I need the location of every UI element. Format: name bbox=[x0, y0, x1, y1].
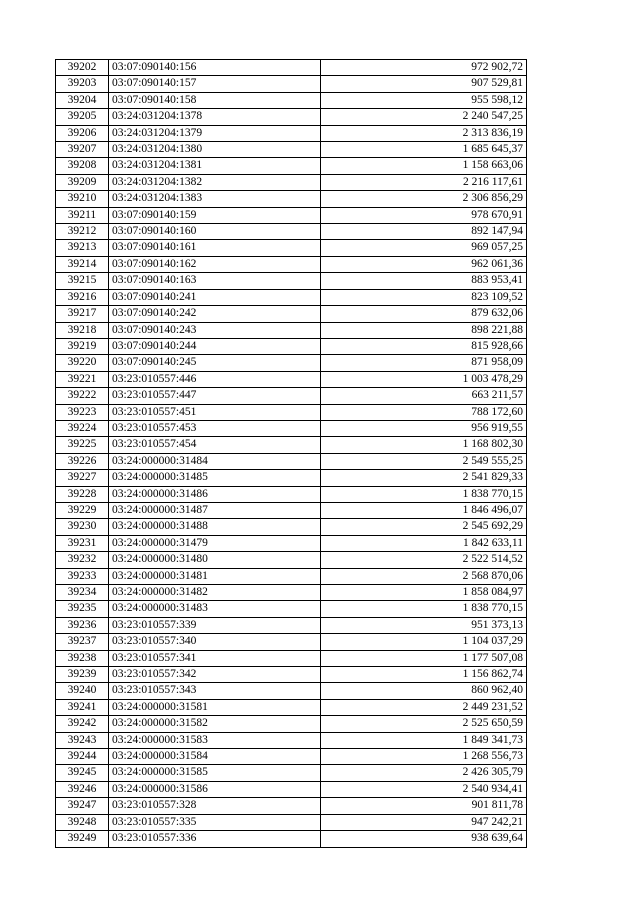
cadastral-number-cell: 03:23:010557:454 bbox=[109, 437, 321, 453]
cadastral-value-cell: 951 373,13 bbox=[321, 617, 527, 633]
cadastral-number-cell: 03:24:000000:31479 bbox=[109, 535, 321, 551]
cadastral-value-cell: 2 522 514,52 bbox=[321, 552, 527, 568]
table-row bbox=[56, 224, 527, 240]
cadastral-value-cell: 972 902,72 bbox=[321, 60, 527, 76]
cadastral-number-cell: 03:07:090140:242 bbox=[109, 306, 321, 322]
cadastral-value-cell: 1 842 633,11 bbox=[321, 535, 527, 551]
cadastral-value-cell: 901 811,78 bbox=[321, 798, 527, 814]
cadastral-number-cell: 03:24:000000:31581 bbox=[109, 699, 321, 715]
cadastral-number-cell: 03:24:031204:1379 bbox=[109, 125, 321, 141]
table-row bbox=[56, 142, 527, 158]
cadastral-number-cell: 03:24:000000:31482 bbox=[109, 585, 321, 601]
row-number-cell: 39209 bbox=[56, 174, 109, 190]
cadastral-value-cell: 1 846 496,07 bbox=[321, 502, 527, 518]
row-number-cell: 39213 bbox=[56, 240, 109, 256]
cadastral-number-cell: 03:23:010557:446 bbox=[109, 371, 321, 387]
cadastral-value-cell: 815 928,66 bbox=[321, 338, 527, 354]
cadastral-value-cell: 2 313 836,19 bbox=[321, 125, 527, 141]
cadastral-value-cell: 955 598,12 bbox=[321, 92, 527, 108]
table-row bbox=[56, 617, 527, 633]
table-row bbox=[56, 240, 527, 256]
row-number-cell: 39216 bbox=[56, 289, 109, 305]
cadastral-number-cell: 03:23:010557:343 bbox=[109, 683, 321, 699]
table-row bbox=[56, 404, 527, 420]
cadastral-value-cell: 2 541 829,33 bbox=[321, 470, 527, 486]
cadastral-value-cell: 947 242,21 bbox=[321, 814, 527, 830]
row-number-cell: 39234 bbox=[56, 585, 109, 601]
row-number-cell: 39217 bbox=[56, 306, 109, 322]
table-row bbox=[56, 322, 527, 338]
cadastral-number-cell: 03:24:000000:31582 bbox=[109, 716, 321, 732]
cadastral-number-cell: 03:07:090140:162 bbox=[109, 256, 321, 272]
cadastral-value-cell: 1 268 556,73 bbox=[321, 749, 527, 765]
cadastral-number-cell: 03:07:090140:157 bbox=[109, 76, 321, 92]
cadastral-value-cell: 788 172,60 bbox=[321, 404, 527, 420]
cadastral-value-cell: 1 156 862,74 bbox=[321, 667, 527, 683]
row-number-cell: 39211 bbox=[56, 207, 109, 223]
row-number-cell: 39204 bbox=[56, 92, 109, 108]
cadastral-value-cell: 898 221,88 bbox=[321, 322, 527, 338]
row-number-cell: 39238 bbox=[56, 650, 109, 666]
cadastral-value-cell: 2 540 934,41 bbox=[321, 781, 527, 797]
table-row bbox=[56, 207, 527, 223]
cadastral-number-cell: 03:24:031204:1382 bbox=[109, 174, 321, 190]
table-row bbox=[56, 519, 527, 535]
row-number-cell: 39233 bbox=[56, 568, 109, 584]
row-number-cell: 39205 bbox=[56, 109, 109, 125]
cadastral-number-cell: 03:07:090140:163 bbox=[109, 273, 321, 289]
row-number-cell: 39221 bbox=[56, 371, 109, 387]
table-row bbox=[56, 585, 527, 601]
table-row bbox=[56, 92, 527, 108]
cadastral-value-cell: 1 158 663,06 bbox=[321, 158, 527, 174]
row-number-cell: 39242 bbox=[56, 716, 109, 732]
row-number-cell: 39210 bbox=[56, 191, 109, 207]
cadastral-value-cell: 860 962,40 bbox=[321, 683, 527, 699]
table-row bbox=[56, 486, 527, 502]
row-number-cell: 39230 bbox=[56, 519, 109, 535]
row-number-cell: 39218 bbox=[56, 322, 109, 338]
cadastral-number-cell: 03:24:000000:31483 bbox=[109, 601, 321, 617]
table-row bbox=[56, 306, 527, 322]
table-row bbox=[56, 60, 527, 76]
cadastral-value-cell: 2 426 305,79 bbox=[321, 765, 527, 781]
row-number-cell: 39215 bbox=[56, 273, 109, 289]
row-number-cell: 39241 bbox=[56, 699, 109, 715]
row-number-cell: 39236 bbox=[56, 617, 109, 633]
cadastral-number-cell: 03:07:090140:243 bbox=[109, 322, 321, 338]
table-row bbox=[56, 109, 527, 125]
row-number-cell: 39232 bbox=[56, 552, 109, 568]
row-number-cell: 39225 bbox=[56, 437, 109, 453]
table-row bbox=[56, 667, 527, 683]
table-row bbox=[56, 453, 527, 469]
cadastral-number-cell: 03:23:010557:336 bbox=[109, 831, 321, 847]
cadastral-number-cell: 03:24:000000:31585 bbox=[109, 765, 321, 781]
row-number-cell: 39248 bbox=[56, 814, 109, 830]
table-row bbox=[56, 798, 527, 814]
cadastral-value-cell: 1 003 478,29 bbox=[321, 371, 527, 387]
row-number-cell: 39207 bbox=[56, 142, 109, 158]
table-row bbox=[56, 502, 527, 518]
cadastral-value-table bbox=[55, 59, 527, 848]
cadastral-value-cell: 2 306 856,29 bbox=[321, 191, 527, 207]
table-row bbox=[56, 831, 527, 847]
row-number-cell: 39202 bbox=[56, 60, 109, 76]
row-number-cell: 39219 bbox=[56, 338, 109, 354]
row-number-cell: 39220 bbox=[56, 355, 109, 371]
table-row bbox=[56, 535, 527, 551]
cadastral-value-cell: 663 211,57 bbox=[321, 388, 527, 404]
row-number-cell: 39247 bbox=[56, 798, 109, 814]
cadastral-number-cell: 03:24:031204:1381 bbox=[109, 158, 321, 174]
row-number-cell: 39246 bbox=[56, 781, 109, 797]
cadastral-value-cell: 883 953,41 bbox=[321, 273, 527, 289]
cadastral-value-cell: 1 104 037,29 bbox=[321, 634, 527, 650]
cadastral-number-cell: 03:24:031204:1378 bbox=[109, 109, 321, 125]
cadastral-number-cell: 03:24:000000:31583 bbox=[109, 732, 321, 748]
row-number-cell: 39249 bbox=[56, 831, 109, 847]
cadastral-number-cell: 03:23:010557:339 bbox=[109, 617, 321, 633]
cadastral-number-cell: 03:24:000000:31488 bbox=[109, 519, 321, 535]
cadastral-number-cell: 03:23:010557:335 bbox=[109, 814, 321, 830]
cadastral-number-cell: 03:24:000000:31584 bbox=[109, 749, 321, 765]
row-number-cell: 39222 bbox=[56, 388, 109, 404]
row-number-cell: 39245 bbox=[56, 765, 109, 781]
cadastral-value-cell: 2 449 231,52 bbox=[321, 699, 527, 715]
row-number-cell: 39227 bbox=[56, 470, 109, 486]
cadastral-number-cell: 03:24:031204:1380 bbox=[109, 142, 321, 158]
table-row bbox=[56, 174, 527, 190]
table-row bbox=[56, 650, 527, 666]
cadastral-value-cell: 879 632,06 bbox=[321, 306, 527, 322]
row-number-cell: 39240 bbox=[56, 683, 109, 699]
row-number-cell: 39223 bbox=[56, 404, 109, 420]
row-number-cell: 39244 bbox=[56, 749, 109, 765]
cadastral-value-cell: 2 545 692,29 bbox=[321, 519, 527, 535]
row-number-cell: 39206 bbox=[56, 125, 109, 141]
table-row bbox=[56, 814, 527, 830]
cadastral-value-cell: 2 568 870,06 bbox=[321, 568, 527, 584]
cadastral-value-cell: 871 958,09 bbox=[321, 355, 527, 371]
cadastral-number-cell: 03:07:090140:161 bbox=[109, 240, 321, 256]
table-row bbox=[56, 749, 527, 765]
table-row bbox=[56, 420, 527, 436]
cadastral-value-cell: 1 168 802,30 bbox=[321, 437, 527, 453]
table-row bbox=[56, 125, 527, 141]
table-row bbox=[56, 634, 527, 650]
table-row bbox=[56, 683, 527, 699]
row-number-cell: 39228 bbox=[56, 486, 109, 502]
cadastral-number-cell: 03:24:000000:31485 bbox=[109, 470, 321, 486]
row-number-cell: 39203 bbox=[56, 76, 109, 92]
table-row bbox=[56, 699, 527, 715]
cadastral-value-cell: 1 685 645,37 bbox=[321, 142, 527, 158]
table-row bbox=[56, 338, 527, 354]
table-row bbox=[56, 437, 527, 453]
table-row bbox=[56, 76, 527, 92]
cadastral-number-cell: 03:23:010557:453 bbox=[109, 420, 321, 436]
cadastral-value-cell: 2 240 547,25 bbox=[321, 109, 527, 125]
table-body bbox=[56, 60, 527, 848]
table-row bbox=[56, 568, 527, 584]
table-row bbox=[56, 470, 527, 486]
table-row bbox=[56, 371, 527, 387]
row-number-cell: 39212 bbox=[56, 224, 109, 240]
cadastral-value-cell: 907 529,81 bbox=[321, 76, 527, 92]
cadastral-number-cell: 03:07:090140:245 bbox=[109, 355, 321, 371]
cadastral-number-cell: 03:07:090140:160 bbox=[109, 224, 321, 240]
table-row bbox=[56, 388, 527, 404]
row-number-cell: 39226 bbox=[56, 453, 109, 469]
table-row bbox=[56, 289, 527, 305]
cadastral-number-cell: 03:23:010557:342 bbox=[109, 667, 321, 683]
table-row bbox=[56, 552, 527, 568]
cadastral-number-cell: 03:23:010557:340 bbox=[109, 634, 321, 650]
table-row bbox=[56, 732, 527, 748]
row-number-cell: 39237 bbox=[56, 634, 109, 650]
cadastral-number-cell: 03:23:010557:328 bbox=[109, 798, 321, 814]
table-row bbox=[56, 601, 527, 617]
row-number-cell: 39208 bbox=[56, 158, 109, 174]
table-row bbox=[56, 765, 527, 781]
cadastral-value-cell: 1 177 507,08 bbox=[321, 650, 527, 666]
table-row bbox=[56, 256, 527, 272]
row-number-cell: 39239 bbox=[56, 667, 109, 683]
cadastral-value-cell: 823 109,52 bbox=[321, 289, 527, 305]
cadastral-number-cell: 03:07:090140:156 bbox=[109, 60, 321, 76]
row-number-cell: 39231 bbox=[56, 535, 109, 551]
cadastral-number-cell: 03:07:090140:159 bbox=[109, 207, 321, 223]
cadastral-value-cell: 1 858 084,97 bbox=[321, 585, 527, 601]
cadastral-number-cell: 03:23:010557:341 bbox=[109, 650, 321, 666]
cadastral-number-cell: 03:24:000000:31481 bbox=[109, 568, 321, 584]
cadastral-value-cell: 892 147,94 bbox=[321, 224, 527, 240]
cadastral-number-cell: 03:07:090140:244 bbox=[109, 338, 321, 354]
table-row bbox=[56, 158, 527, 174]
table-row bbox=[56, 273, 527, 289]
cadastral-number-cell: 03:24:000000:31486 bbox=[109, 486, 321, 502]
row-number-cell: 39224 bbox=[56, 420, 109, 436]
row-number-cell: 39214 bbox=[56, 256, 109, 272]
cadastral-value-cell: 962 061,36 bbox=[321, 256, 527, 272]
cadastral-number-cell: 03:24:000000:31480 bbox=[109, 552, 321, 568]
cadastral-value-cell: 1 838 770,15 bbox=[321, 601, 527, 617]
cadastral-number-cell: 03:07:090140:241 bbox=[109, 289, 321, 305]
cadastral-number-cell: 03:24:000000:31487 bbox=[109, 502, 321, 518]
cadastral-value-cell: 938 639,64 bbox=[321, 831, 527, 847]
row-number-cell: 39243 bbox=[56, 732, 109, 748]
cadastral-number-cell: 03:24:000000:31586 bbox=[109, 781, 321, 797]
cadastral-number-cell: 03:23:010557:447 bbox=[109, 388, 321, 404]
cadastral-number-cell: 03:23:010557:451 bbox=[109, 404, 321, 420]
cadastral-number-cell: 03:24:031204:1383 bbox=[109, 191, 321, 207]
table-row bbox=[56, 355, 527, 371]
cadastral-number-cell: 03:24:000000:31484 bbox=[109, 453, 321, 469]
table-row bbox=[56, 781, 527, 797]
row-number-cell: 39235 bbox=[56, 601, 109, 617]
cadastral-value-cell: 1 849 341,73 bbox=[321, 732, 527, 748]
cadastral-value-cell: 969 057,25 bbox=[321, 240, 527, 256]
cadastral-value-cell: 2 216 117,61 bbox=[321, 174, 527, 190]
cadastral-value-cell: 2 525 650,59 bbox=[321, 716, 527, 732]
table-row bbox=[56, 191, 527, 207]
cadastral-value-cell: 2 549 555,25 bbox=[321, 453, 527, 469]
table-row bbox=[56, 716, 527, 732]
cadastral-value-cell: 1 838 770,15 bbox=[321, 486, 527, 502]
cadastral-value-cell: 978 670,91 bbox=[321, 207, 527, 223]
cadastral-value-cell: 956 919,55 bbox=[321, 420, 527, 436]
row-number-cell: 39229 bbox=[56, 502, 109, 518]
cadastral-number-cell: 03:07:090140:158 bbox=[109, 92, 321, 108]
